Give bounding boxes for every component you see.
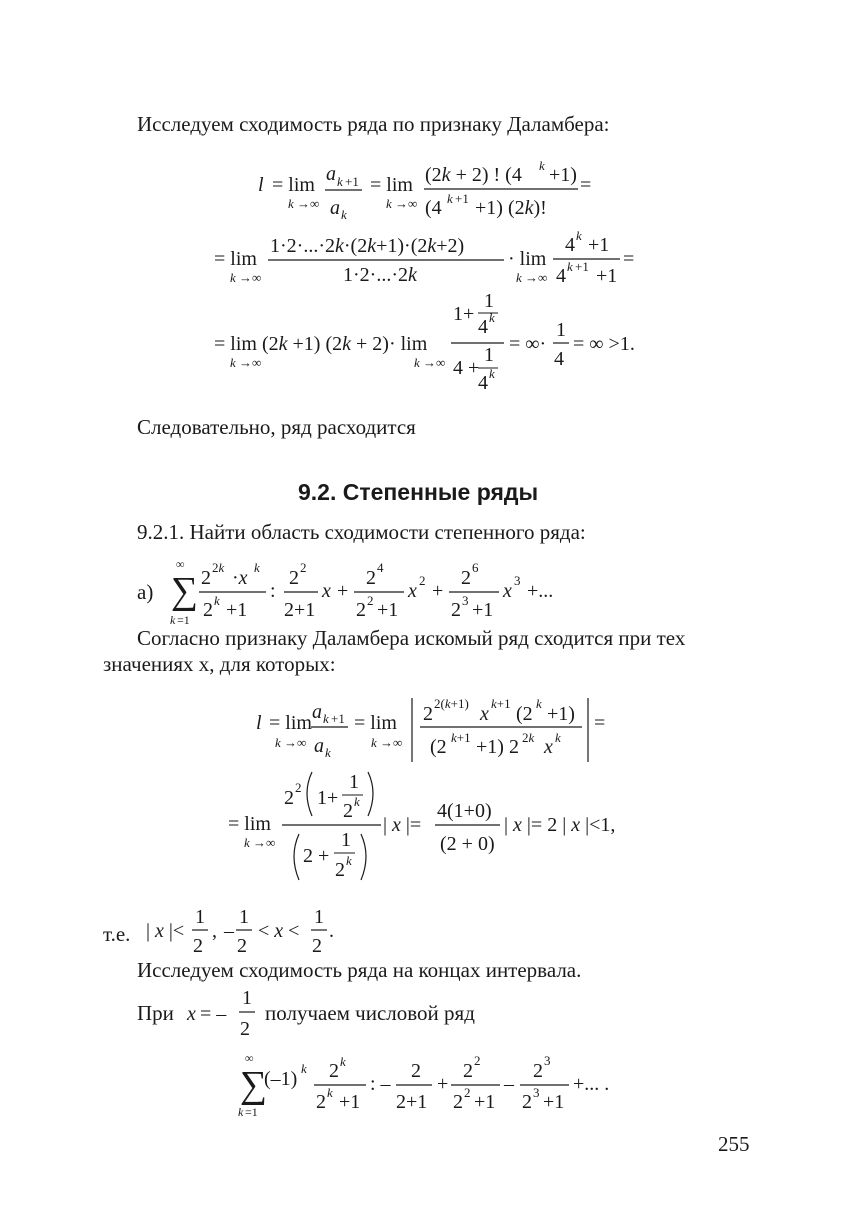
svg-text:→∞: →∞ [239, 355, 262, 370]
svg-text:+1: +1 [472, 599, 494, 621]
svg-text:k: k [230, 355, 236, 370]
svg-text:+1: +1 [588, 234, 610, 256]
svg-text:2: 2 [411, 1060, 421, 1082]
svg-text:(2k + 2) ! (4: (2k + 2) ! (4 [425, 164, 522, 186]
svg-text:∑: ∑ [240, 1064, 268, 1106]
svg-text:k: k [340, 1054, 346, 1069]
svg-text:→∞: →∞ [525, 270, 548, 285]
svg-text:+1: +1 [339, 1091, 361, 1113]
svg-text:1: 1 [314, 906, 324, 928]
svg-text:k: k [371, 735, 377, 750]
svg-text:3: 3 [533, 1085, 540, 1100]
svg-text:+... .: +... . [573, 1073, 610, 1095]
svg-text:k: k [489, 310, 495, 325]
svg-text:2+1: 2+1 [284, 599, 316, 621]
svg-text:= lim: = lim [269, 712, 312, 734]
svg-text:1+: 1+ [317, 787, 339, 809]
intro-text: Исследуем сходимость ряда по признаку Даламбера: [137, 112, 610, 136]
te-label: т.е. [103, 922, 131, 946]
svg-text:1·2·...·2k: 1·2·...·2k [343, 264, 417, 286]
svg-text:4: 4 [478, 372, 488, 394]
svg-text:4: 4 [377, 560, 384, 575]
svg-text:2 +: 2 + [303, 845, 330, 867]
svg-text:1·2·...·2k·(2k+1)·(2k+2): 1·2·...·2k·(2k+1)·(2k+2) [270, 235, 465, 257]
svg-text:2: 2 [237, 935, 247, 957]
svg-text:+1: +1 [377, 599, 399, 621]
svg-text:2: 2 [367, 593, 374, 608]
svg-text:2: 2 [356, 599, 366, 621]
svg-text:| x |= 2 | x |<1,: | x |= 2 | x |<1, [504, 814, 616, 836]
svg-text:2: 2 [284, 787, 294, 809]
svg-text:.: . [329, 920, 334, 942]
svg-text:2: 2 [300, 560, 307, 575]
svg-text:k: k [539, 158, 545, 173]
svg-text:· lim: · lim [508, 248, 547, 270]
svg-text:2: 2 [312, 935, 322, 957]
svg-text:∞: ∞ [245, 1051, 254, 1065]
svg-text:2: 2 [335, 859, 345, 881]
svg-text:1: 1 [242, 987, 252, 1009]
svg-text:2: 2 [453, 1091, 463, 1113]
svg-text:4(1+0): 4(1+0) [437, 800, 492, 822]
svg-text:k: k [536, 696, 542, 711]
svg-text:2+1: 2+1 [396, 1091, 428, 1113]
svg-text:(2: (2 [430, 736, 447, 758]
para2-line2: значениях x, для которых: [103, 652, 336, 676]
svg-text:x: x [187, 1003, 196, 1025]
svg-text:1: 1 [484, 344, 494, 366]
svg-text:a: a [330, 197, 340, 219]
svg-text:k: k [238, 1105, 244, 1119]
svg-text:2: 2 [463, 1060, 473, 1082]
svg-text:= lim: = lim [214, 248, 257, 270]
svg-text:= lim: = lim [272, 174, 315, 196]
svg-text:x: x [503, 580, 512, 602]
pri-label: При [137, 1001, 174, 1025]
svg-text:2: 2 [201, 567, 211, 589]
svg-text:2: 2 [451, 599, 461, 621]
svg-text:a: a [312, 701, 322, 723]
svg-text:k: k [346, 853, 352, 868]
svg-text:+: + [437, 1073, 449, 1095]
svg-text:+1: +1 [455, 191, 469, 206]
para2-line1: Согласно признаку Даламбера искомый ряд сходится при тех [137, 626, 686, 650]
svg-text:∑: ∑ [171, 570, 199, 612]
svg-text:k: k [447, 191, 453, 206]
svg-text:2: 2 [343, 800, 353, 822]
svg-text:+1: +1 [596, 265, 618, 287]
svg-text:2: 2 [203, 599, 213, 621]
svg-text:k+1: k+1 [451, 730, 471, 745]
svg-text:+1): +1) [547, 703, 575, 725]
problem-text: 9.2.1. Найти область сходимости степенного ряда: [137, 520, 586, 544]
svg-text:= ∞·: = ∞· [509, 333, 547, 355]
svg-text:+: + [337, 580, 349, 602]
svg-text:x: x [480, 703, 489, 725]
svg-text:+1: +1 [331, 711, 345, 726]
svg-text:+1) 2: +1) 2 [476, 736, 519, 758]
svg-text:,: , [212, 920, 217, 942]
svg-text:→∞: →∞ [239, 270, 262, 285]
svg-text:2: 2 [533, 1060, 543, 1082]
svg-text:3: 3 [462, 593, 469, 608]
svg-text:4: 4 [565, 234, 575, 256]
svg-text:2: 2 [240, 1018, 250, 1040]
svg-text:4 +: 4 + [453, 357, 480, 379]
svg-text:k: k [489, 366, 495, 381]
svg-text:k: k [323, 711, 329, 726]
svg-text:k: k [214, 593, 220, 608]
svg-text:2: 2 [289, 567, 299, 589]
svg-text:2(k+1): 2(k+1) [434, 696, 469, 711]
svg-text:k: k [301, 1061, 307, 1076]
svg-text:k: k [337, 174, 343, 189]
svg-text:2: 2 [316, 1091, 326, 1113]
svg-text:=: = [594, 712, 606, 734]
svg-text:1: 1 [556, 319, 566, 341]
svg-text:–: – [224, 920, 234, 942]
svg-text:+1: +1 [474, 1091, 496, 1113]
svg-text:2: 2 [419, 573, 426, 588]
svg-text:2: 2 [464, 1085, 471, 1100]
svg-text:2: 2 [423, 703, 433, 725]
para3-text: Исследуем сходимость ряда на концах интервала. [137, 958, 582, 982]
svg-text:1: 1 [349, 771, 359, 793]
svg-text:= lim: = lim [370, 174, 413, 196]
svg-text:a: a [326, 163, 336, 185]
svg-text:+1): +1) [549, 164, 577, 186]
svg-text:+1) (2k)!: +1) (2k)! [475, 197, 547, 219]
svg-text:+: + [432, 580, 444, 602]
svg-text:k: k [327, 1085, 333, 1100]
svg-text:2: 2 [366, 567, 376, 589]
svg-text:→∞: →∞ [395, 196, 418, 211]
svg-text:k: k [244, 835, 250, 850]
svg-text:= lim: = lim [354, 712, 397, 734]
svg-text:→∞: →∞ [253, 835, 276, 850]
svg-text:=: = [580, 174, 592, 196]
svg-text::: : [270, 580, 276, 602]
svg-text:| x |<: | x |< [146, 920, 185, 942]
svg-text:→∞: →∞ [297, 196, 320, 211]
svg-text:2k: 2k [212, 560, 225, 575]
svg-text:1: 1 [239, 906, 249, 928]
svg-text:(2 + 0): (2 + 0) [440, 833, 495, 855]
svg-text:6: 6 [472, 560, 479, 575]
svg-text:→∞: →∞ [284, 735, 307, 750]
svg-text:k: k [275, 735, 281, 750]
svg-text:·x: ·x [232, 567, 248, 589]
svg-text:= ∞ >1.: = ∞ >1. [573, 333, 635, 355]
svg-text:k: k [170, 613, 176, 627]
svg-text:4: 4 [556, 265, 566, 287]
svg-text:k: k [341, 207, 347, 222]
svg-text:(–1): (–1) [264, 1068, 298, 1090]
svg-text:k: k [288, 196, 294, 211]
conclusion-text: Следовательно, ряд расходится [137, 415, 416, 439]
svg-text:k: k [230, 270, 236, 285]
svg-text:2: 2 [193, 935, 203, 957]
svg-text:+1: +1 [575, 259, 589, 274]
svg-text:k: k [325, 745, 331, 760]
svg-text:k: k [555, 730, 561, 745]
svg-text:k: k [354, 794, 360, 809]
svg-text:1: 1 [195, 906, 205, 928]
svg-text:+1: +1 [543, 1091, 565, 1113]
numeric-series-text: получаем числовой ряд [265, 1001, 475, 1025]
svg-text:=1: =1 [177, 613, 190, 627]
svg-text:: –: : – [370, 1073, 391, 1095]
svg-text:=: = [623, 248, 635, 270]
svg-text:2: 2 [329, 1060, 339, 1082]
svg-text:2: 2 [461, 567, 471, 589]
svg-text:1: 1 [484, 290, 494, 312]
svg-text:k: k [576, 228, 582, 243]
svg-text:x: x [408, 580, 417, 602]
svg-text:1+: 1+ [453, 303, 475, 325]
svg-text:+1: +1 [345, 174, 359, 189]
svg-text:2: 2 [474, 1053, 481, 1068]
svg-text:4: 4 [554, 348, 564, 370]
svg-text:l: l [258, 174, 264, 196]
svg-text:+1: +1 [226, 599, 248, 621]
svg-text:1: 1 [341, 829, 351, 851]
svg-text:l: l [256, 712, 262, 734]
svg-text:= lim (2k +1) (2k + 2)· lim: = lim (2k +1) (2k + 2)· lim [214, 333, 428, 355]
svg-text:| x |=: | x |= [383, 814, 422, 836]
svg-text:= –: = – [200, 1003, 227, 1025]
svg-text:k: k [567, 259, 573, 274]
svg-text:2: 2 [295, 780, 302, 795]
svg-text:3: 3 [514, 573, 521, 588]
svg-text:k: k [414, 355, 420, 370]
svg-text:→∞: →∞ [423, 355, 446, 370]
svg-text:x: x [322, 580, 331, 602]
svg-text:(2: (2 [516, 703, 533, 725]
svg-text:∞: ∞ [176, 557, 185, 571]
svg-text:3: 3 [544, 1053, 551, 1068]
svg-text:k+1: k+1 [491, 696, 511, 711]
svg-text:–: – [504, 1073, 514, 1095]
svg-text:x: x [544, 736, 553, 758]
svg-text:a: a [314, 735, 324, 757]
svg-text:k: k [254, 560, 260, 575]
svg-text:(4: (4 [425, 197, 442, 219]
svg-text:k: k [386, 196, 392, 211]
svg-text:→∞: →∞ [380, 735, 403, 750]
svg-text:< x <: < x < [258, 920, 300, 942]
svg-text:2: 2 [522, 1091, 532, 1113]
svg-text:+...: +... [527, 580, 554, 602]
page-number: 255 [718, 1132, 750, 1156]
item-a-label: а) [137, 580, 154, 604]
svg-text:=1: =1 [245, 1105, 258, 1119]
svg-text:k: k [516, 270, 522, 285]
svg-text:4: 4 [478, 316, 488, 338]
svg-text:2k: 2k [522, 730, 535, 745]
section-heading: 9.2. Степенные ряды [298, 479, 539, 505]
svg-text:= lim: = lim [228, 813, 271, 835]
